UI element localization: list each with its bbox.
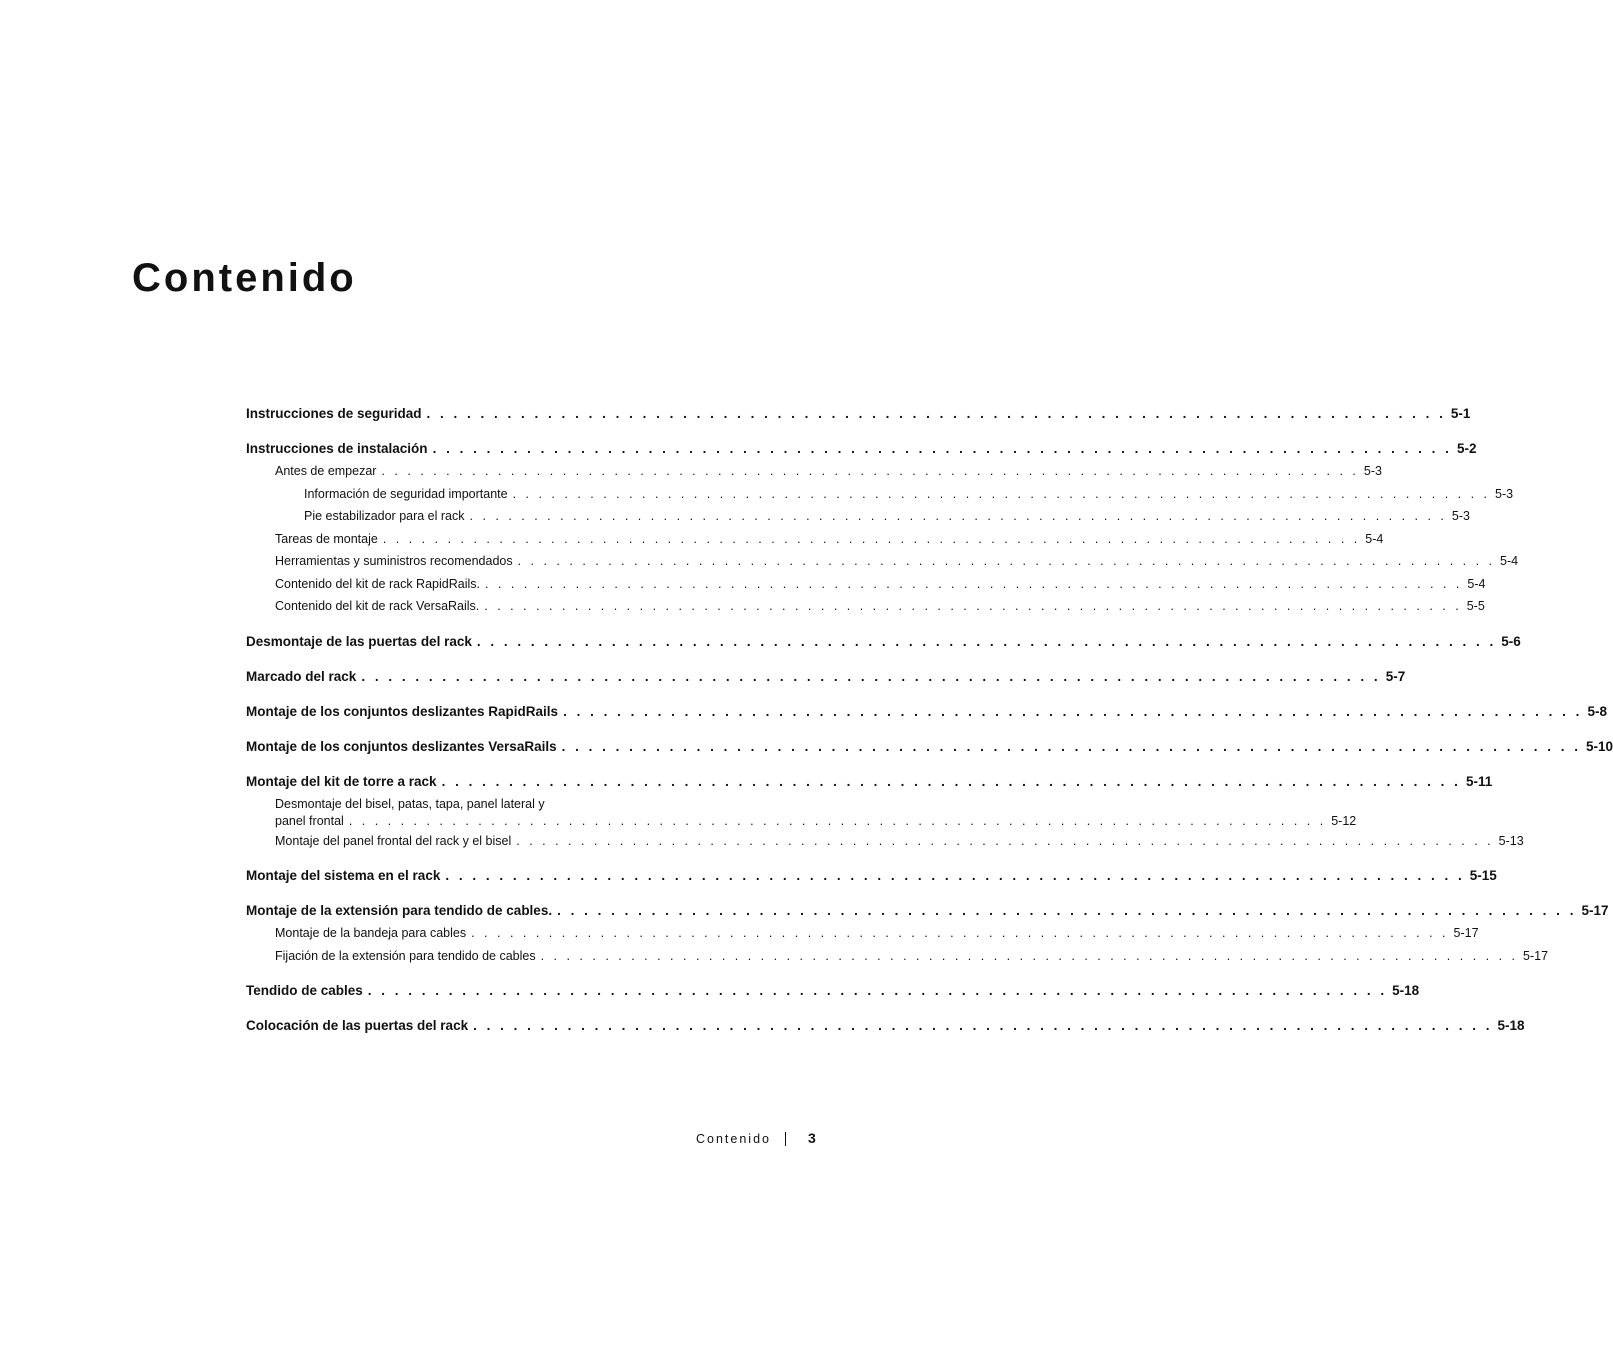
toc-entry[interactable]: [246, 771, 1493, 793]
toc-entry[interactable]: [246, 736, 1613, 758]
toc-leader-dots: . . . . . . . . . . . . . . . . . . . . . . . . . . . . . . . . . . . . . . . . . . . . . . . . . . . . . . . . . . . . . . . . . . . . . . . . . . . .: [512, 486, 1491, 501]
toc-page-number: 5-17: [1581, 903, 1609, 918]
toc-page-number: 5-13: [1498, 833, 1524, 848]
toc-leader-dots: . . . . . . . . . . . . . . . . . . . . . . . . . . . . . . . . . . . . . . . . . . . . . . . . . . . . . . . . . . . . . . . . . . . . . . . . . . . .: [561, 738, 1581, 754]
toc-page-number: 5-18: [1497, 1018, 1525, 1033]
toc-page-number: 5-4: [1500, 554, 1519, 568]
toc-page-number: 5-17: [1523, 948, 1549, 963]
toc-leader-dots: . . . . . . . . . . . . . . . . . . . . . . . . . . . . . . . . . . . . . . . . . . . . . . . . . . . . . . . . . . . . . . . . . . . . . . . . . . . .: [367, 983, 1388, 998]
toc-page-number: 5-3: [1495, 486, 1514, 501]
toc-entry-title: Montaje del kit de torre a rack: [246, 773, 437, 789]
toc-entry[interactable]: [246, 865, 1497, 887]
toc-entry[interactable]: [246, 945, 1549, 968]
toc-leader-dots: . . . . . . . . . . . . . . . . . . . . . . . . . . . . . . . . . . . . . . . . . . . . . . . . . . . . . . . . . . . . . . . . . . . . . . . . . . . .: [381, 464, 1359, 478]
toc-entry-title: Pie estabilizador para el rack: [304, 509, 465, 523]
toc-leader-dots: . . . . . . . . . . . . . . . . . . . . . . . . . . . . . . . . . . . . . . . . . . . . . . . . . . . . . . . . . . . . . . . . . . . . . . . . . . . .: [382, 531, 1361, 546]
toc-leader-dots: . . . . . . . . . . . . . . . . . . . . . . . . . . . . . . . . . . . . . . . . . . . . . . . . . . . . . . . . . . . . . . . . . . . . . . . . . . . .: [484, 599, 1462, 613]
toc-entry[interactable]: [246, 796, 1357, 830]
toc-entry-title: Montaje de los conjuntos deslizantes RapidRails: [246, 703, 559, 719]
toc-leader-dots: . . . . . . . . . . . . . . . . . . . . . . . . . . . . . . . . . . . . . . . . . . . . . . . . . . . . . . . . . . . . . . . . . . . . . . . . . . . .: [473, 1018, 1493, 1033]
toc-entry-title: Montaje del sistema en el rack: [246, 868, 441, 883]
toc-leader-dots: . . . . . . . . . . . . . . . . . . . . . . . . . . . . . . . . . . . . . . . . . . . . . . . . . . . . . . . . . . . . . . . . . . . . . . . . . . . .: [476, 633, 1497, 649]
toc-page-number: 5-12: [1331, 813, 1357, 828]
toc-entry[interactable]: [246, 1015, 1525, 1037]
page-title: Contenido: [132, 256, 357, 300]
toc-page-number: 5-15: [1469, 868, 1497, 883]
toc-page-number: 5-18: [1392, 983, 1420, 998]
toc-entry[interactable]: [246, 666, 1406, 688]
toc-leader-dots: . . . . . . . . . . . . . . . . . . . . . . . . . . . . . . . . . . . . . . . . . . . . . . . . . . . . . . . . . . . . . . . . . . . . . . . . . . . .: [426, 406, 1446, 421]
page-footer: [696, 1130, 816, 1150]
toc-page-number: 5-10: [1585, 738, 1613, 754]
toc-leader-dots: . . . . . . . . . . . . . . . . . . . . . . . . . . . . . . . . . . . . . . . . . . . . . . . . . . . . . . . . . . . . . . . . . . . . . . . . . . . .: [557, 903, 1577, 918]
toc-entry-title: Colocación de las puertas del rack: [246, 1018, 469, 1033]
toc-entry-title: Montaje del panel frontal del rack y el bisel: [275, 833, 512, 848]
toc-page-number: 5-4: [1467, 576, 1486, 591]
toc-leader-dots: . . . . . . . . . . . . . . . . . . . . . . . . . . . . . . . . . . . . . . . . . . . . . . . . . . . . . . . . . . . . . . . . . . . . . . . . . . . .: [445, 868, 1465, 883]
toc-entry[interactable]: [246, 900, 1609, 922]
toc-entry-title: Montaje de la bandeja para cables: [275, 926, 467, 940]
toc-page-number: 5-8: [1587, 703, 1607, 719]
toc-entry[interactable]: [246, 830, 1524, 853]
toc-entry-title: Herramientas y suministros recomendados: [275, 554, 513, 568]
toc-page-number: 5-3: [1451, 509, 1470, 523]
toc-entry-title: Marcado del rack: [246, 668, 357, 684]
toc-entry[interactable]: [246, 528, 1384, 551]
toc-page-number: 5-3: [1363, 464, 1382, 478]
footer-section-label: Contenido: [696, 1132, 771, 1146]
toc-entry[interactable]: [246, 631, 1521, 653]
toc-entry[interactable]: [246, 701, 1607, 723]
toc-entry-title: Montaje de los conjuntos deslizantes VersaRails: [246, 738, 557, 754]
table-of-contents: [246, 403, 1613, 1037]
toc-entry-title: Desmontaje del bisel, patas, tapa, panel lateral y: [275, 796, 545, 811]
toc-entry-title: Antes de empezar: [275, 464, 377, 478]
toc-entry-title: Tareas de montaje: [275, 531, 378, 546]
toc-leader-dots: . . . . . . . . . . . . . . . . . . . . . . . . . . . . . . . . . . . . . . . . . . . . . . . . . . . . . . . . . . . . . . . . . . . . . . . . . . . .: [563, 703, 1583, 719]
toc-leader-dots: . . . . . . . . . . . . . . . . . . . . . . . . . . . . . . . . . . . . . . . . . . . . . . . . . . . . . . . . . . . . . . . . . . . . . . . . . . . .: [471, 926, 1449, 940]
toc-leader-dots: . . . . . . . . . . . . . . . . . . . . . . . . . . . . . . . . . . . . . . . . . . . . . . . . . . . . . . . . . . . . . . . . . . . . . . . . . . . .: [540, 948, 1519, 963]
page-number: 3: [808, 1130, 816, 1146]
toc-entry-title: Instrucciones de instalación: [246, 441, 428, 456]
toc-leader-dots: . . . . . . . . . . . . . . . . . . . . . . . . . . . . . . . . . . . . . . . . . . . . . . . . . . . . . . . . . . . . . . . . . . . . . . . . . . . .: [441, 773, 1461, 789]
toc-entry[interactable]: [246, 505, 1470, 528]
toc-entry-title: Fijación de la extensión para tendido de cables: [275, 948, 536, 963]
toc-page-number: 5-1: [1450, 406, 1471, 421]
toc-leader-dots: . . . . . . . . . . . . . . . . . . . . . . . . . . . . . . . . . . . . . . . . . . . . . . . . . . . . . . . . . . . . . . . . . . . . . . . . . . . .: [517, 554, 1496, 568]
toc-entry[interactable]: [246, 595, 1485, 618]
toc-leader-dots: . . . . . . . . . . . . . . . . . . . . . . . . . . . . . . . . . . . . . . . . . . . . . . . . . . . . . . . . . . . . . . . . . . . . . . . . . . . .: [361, 668, 1381, 684]
toc-entry-title: Contenido del kit de rack VersaRails.: [275, 599, 480, 613]
toc-entry[interactable]: [246, 922, 1479, 945]
toc-entry[interactable]: [246, 460, 1382, 483]
toc-entry-title: Instrucciones de seguridad: [246, 406, 422, 421]
toc-entry-title-continued: panel frontal: [275, 813, 344, 828]
toc-leader-dots: . . . . . . . . . . . . . . . . . . . . . . . . . . . . . . . . . . . . . . . . . . . . . . . . . . . . . . . . . . . . . . . . . . . . . . . . . . . .: [469, 509, 1447, 523]
toc-entry-title: Contenido del kit de rack RapidRails.: [275, 576, 480, 591]
toc-page-number: 5-11: [1465, 773, 1493, 789]
toc-entry[interactable]: [246, 403, 1471, 425]
toc-entry[interactable]: [246, 573, 1486, 596]
toc-page-number: 5-2: [1456, 441, 1477, 456]
toc-entry-title: Tendido de cables: [246, 983, 363, 998]
toc-page-number: 5-6: [1501, 633, 1521, 649]
toc-entry-title: Información de seguridad importante: [304, 486, 508, 501]
toc-entry[interactable]: [246, 438, 1477, 460]
toc-page-number: 5-4: [1365, 531, 1384, 546]
toc-leader-dots: . . . . . . . . . . . . . . . . . . . . . . . . . . . . . . . . . . . . . . . . . . . . . . . . . . . . . . . . . . . . . . . . . . . . . . . . . . . .: [484, 576, 1463, 591]
toc-entry[interactable]: [246, 980, 1420, 1002]
toc-leader-dots: . . . . . . . . . . . . . . . . . . . . . . . . . . . . . . . . . . . . . . . . . . . . . . . . . . . . . . . . . . . . . . . . . . . . . . . . . . . .: [432, 441, 1452, 456]
toc-leader-dots: . . . . . . . . . . . . . . . . . . . . . . . . . . . . . . . . . . . . . . . . . . . . . . . . . . . . . . . . . . . . . . . . . . . . . . . . . . . .: [516, 833, 1494, 848]
toc-page-number: 5-17: [1453, 926, 1479, 940]
toc-page-number: 5-7: [1385, 668, 1406, 684]
toc-page-number: 5-5: [1466, 599, 1485, 613]
toc-entry[interactable]: [246, 550, 1519, 573]
toc-entry-title: Desmontaje de las puertas del rack: [246, 633, 472, 649]
footer-separator: [785, 1132, 786, 1146]
toc-leader-dots: . . . . . . . . . . . . . . . . . . . . . . . . . . . . . . . . . . . . . . . . . . . . . . . . . . . . . . . . . . . . . . . . . . . . . . . . . . . .: [348, 813, 1327, 828]
toc-entry[interactable]: [246, 483, 1514, 506]
toc-entry-title: Montaje de la extensión para tendido de cables.: [246, 903, 553, 918]
